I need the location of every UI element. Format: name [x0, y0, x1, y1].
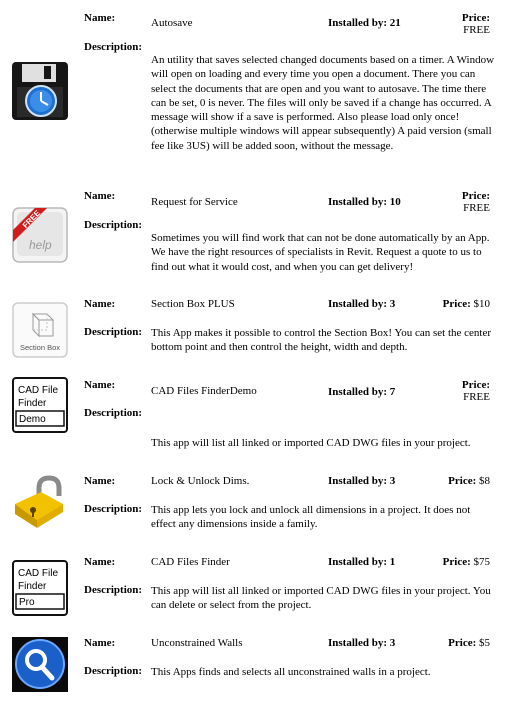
svg-text:Demo: Demo	[19, 414, 46, 425]
name-label: Name:	[84, 12, 116, 24]
price-value: $10	[473, 298, 490, 310]
price: Price: FREE	[461, 190, 490, 214]
app-description: This app lets you lock and unlock all dimensions in a project. It does not effect any dimensions inside a family.	[151, 504, 471, 531]
name-label: Name:	[84, 556, 116, 568]
name-label: Name:	[84, 379, 116, 391]
app-description: Sometimes you will find work that can not be done automatically by an App. We have the right resources of specialists in Revit. Request a quote to us to find out what it would cost, and when you can get delivery!	[151, 232, 490, 273]
app-name[interactable]: CAD Files Finder	[151, 556, 230, 568]
installed-count: Installed by: 21	[328, 17, 401, 29]
installed-count: Installed by: 3	[328, 637, 396, 649]
app-name[interactable]: Autosave	[151, 17, 193, 29]
app-description: This app will list all linked or imported CAD DWG files in your project.	[151, 437, 471, 449]
price: Price: FREE	[461, 379, 490, 403]
app-name[interactable]: Lock & Unlock Dims.	[151, 475, 250, 487]
app-name[interactable]: Request for Service	[151, 196, 238, 208]
cad-file-finder-pro-icon[interactable]	[11, 560, 69, 617]
app-description: This App makes it possible to control the Section Box! You can set the center bottom point and then control the height, width and depth.	[151, 327, 492, 354]
app-name[interactable]: Section Box PLUS	[151, 298, 235, 310]
description-label: Description:	[84, 326, 143, 338]
svg-text:Pro: Pro	[19, 597, 35, 608]
floppy-disk-clock-icon[interactable]	[11, 61, 69, 121]
price-value: FREE	[463, 24, 490, 36]
svg-text:CAD File: CAD File	[18, 568, 59, 579]
installed-count: Installed by: 3	[328, 475, 396, 487]
price-value: FREE	[463, 391, 490, 403]
name-label: Name:	[84, 475, 116, 487]
price: Price: $10	[442, 298, 490, 310]
price-value: FREE	[463, 202, 490, 214]
app-name[interactable]: CAD Files FinderDemo	[151, 385, 257, 397]
svg-text:CAD File: CAD File	[18, 385, 59, 396]
price: Price: FREE	[461, 12, 490, 36]
padlock-icon[interactable]	[11, 474, 69, 530]
price: Price: $5	[448, 637, 490, 649]
magnifier-icon[interactable]	[11, 636, 69, 693]
app-description: An utility that saves selected changed documents based on a timer. A Window will open on loading and every time you open a document. There you can select the documents that are open and you want to autosave. The time there can be set, 0 is never. The files will only be saved if a change has occurred. A message will show if a save is performed. Also please load only once! (otherwise multiple windows will appear subsequently) A paid version (small fee like 3US) will be added soon, without the message.	[151, 54, 495, 152]
name-label: Name:	[84, 298, 116, 310]
description-label: Description:	[84, 219, 143, 231]
app-description: This Apps finds and selects all unconstrained walls in a project.	[151, 666, 431, 678]
name-label: Name:	[84, 637, 116, 649]
price: Price: $8	[448, 475, 490, 487]
name-label: Name:	[84, 190, 116, 202]
price-value: $75	[473, 556, 490, 568]
svg-text:help: help	[29, 238, 52, 252]
installed-count: Installed by: 7	[328, 386, 396, 398]
price-value: $8	[479, 475, 490, 487]
free-help-key-icon[interactable]	[11, 206, 69, 264]
description-label: Description:	[84, 41, 143, 53]
description-label: Description:	[84, 503, 143, 515]
app-name[interactable]: Unconstrained Walls	[151, 637, 243, 649]
app-description: This app will list all linked or imported CAD DWG files in your project. You can delete or select from the project.	[151, 585, 491, 612]
cad-file-finder-demo-icon[interactable]	[11, 377, 69, 434]
svg-text:FREE: FREE	[20, 208, 43, 230]
description-label: Description:	[84, 665, 143, 677]
section-box-icon[interactable]	[11, 302, 69, 359]
installed-count: Installed by: 3	[328, 298, 396, 310]
svg-text:Section Box: Section Box	[19, 343, 61, 352]
svg-text:Finder: Finder	[18, 581, 47, 592]
svg-text:Finder: Finder	[18, 398, 47, 409]
price-value: $5	[479, 637, 490, 649]
description-label: Description:	[84, 407, 143, 419]
description-label: Description:	[84, 584, 143, 596]
installed-count: Installed by: 10	[328, 196, 401, 208]
price: Price: $75	[442, 556, 490, 568]
installed-count: Installed by: 1	[328, 556, 396, 568]
